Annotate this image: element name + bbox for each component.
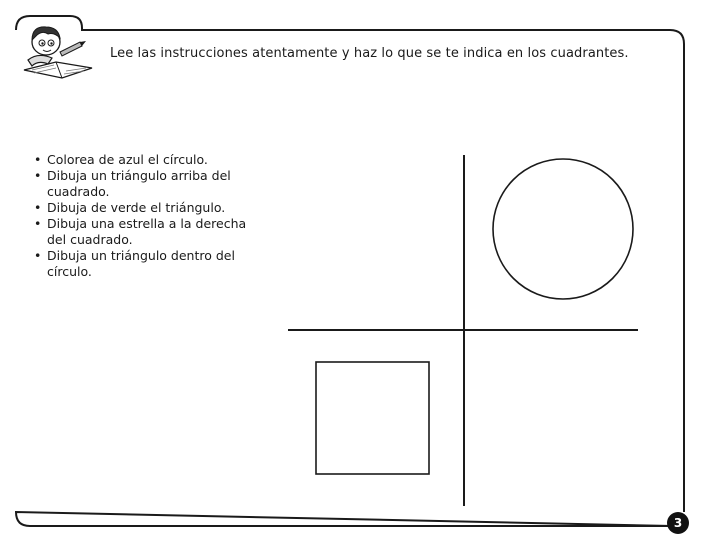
task-text: Dibuja un triángulo dentro del círculo. — [47, 248, 235, 279]
task-text: Dibuja una estrella a la derecha del cuadrado. — [47, 216, 247, 247]
square-shape — [316, 362, 429, 474]
page-number-badge: 3 — [667, 512, 689, 534]
bullet-icon: • — [34, 248, 42, 263]
task-text: Dibuja de verde el triángulo. — [47, 200, 226, 215]
bullet-icon: • — [34, 152, 42, 167]
instruction-text: Lee las instrucciones atentamente y haz lo que se te indica en los cuadrantes. — [110, 46, 629, 61]
bullet-icon: • — [34, 168, 42, 183]
task-text: Colorea de azul el círculo. — [47, 152, 208, 167]
circle-shape — [493, 159, 633, 299]
task-text: Dibuja un triángulo arriba del cuadrado. — [47, 168, 231, 199]
bullet-icon: • — [34, 200, 42, 215]
bullet-icon: • — [34, 216, 42, 231]
